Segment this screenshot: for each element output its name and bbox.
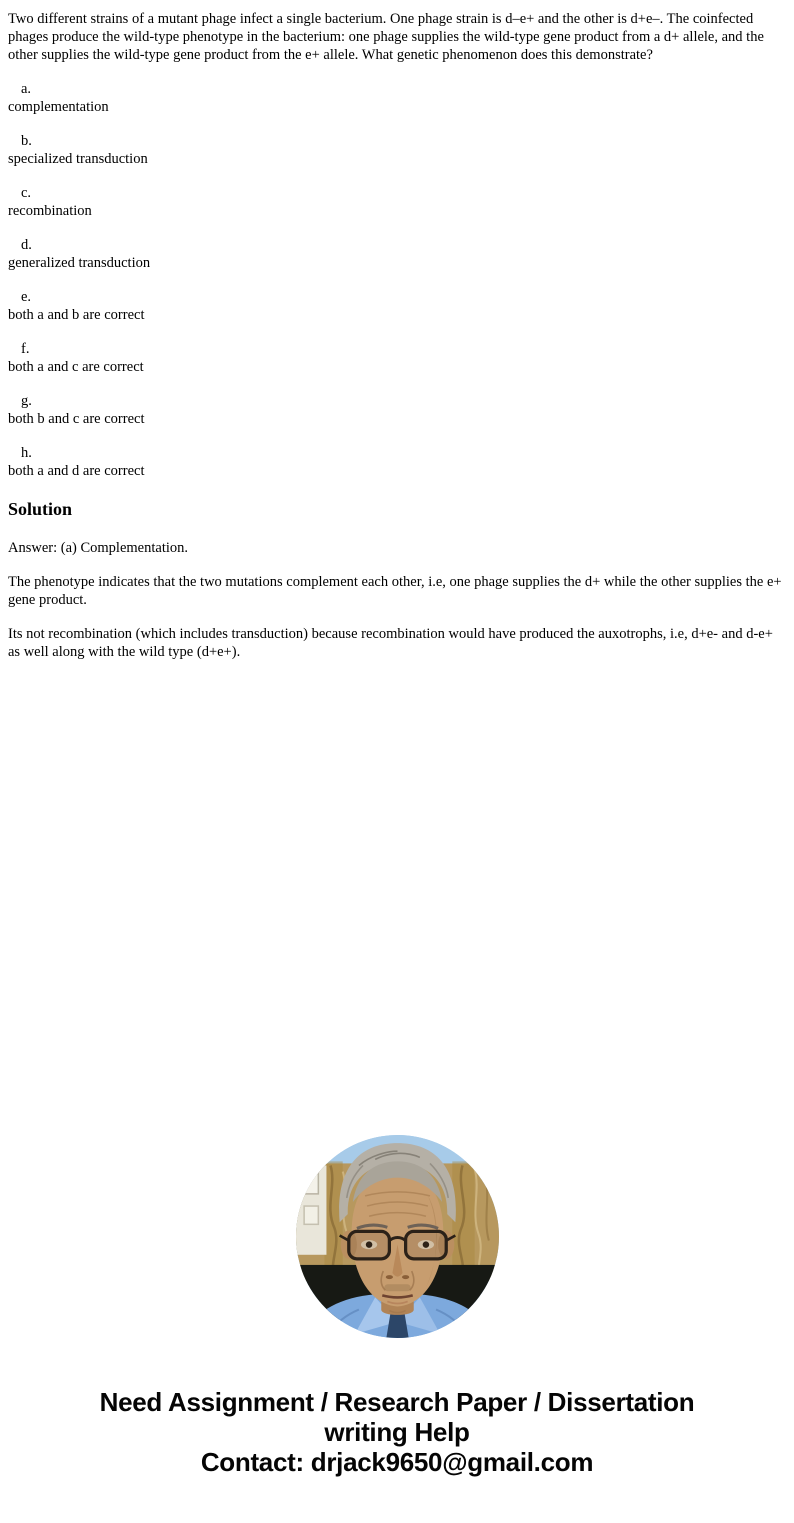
option-h <box>8 444 786 480</box>
option-g-letter: g. <box>21 393 32 409</box>
tutor-avatar <box>296 1135 499 1338</box>
footer-contact-block <box>8 1387 786 1477</box>
footer-help-line-2: writing Help <box>324 1417 470 1447</box>
option-f-label: both a and c are correct <box>8 359 144 375</box>
option-d-label: generalized transduction <box>8 255 151 271</box>
option-c-letter: c. <box>21 185 32 201</box>
photo-wall-panel <box>296 1165 326 1254</box>
option-e <box>8 288 786 324</box>
option-g <box>8 392 786 428</box>
option-f-letter: f. <box>21 341 30 357</box>
option-a-letter: a. <box>21 81 32 97</box>
solution-answer: Answer: (a) Complementation. <box>8 540 188 556</box>
option-c <box>8 184 786 220</box>
solution-explanation-2: Its not recombination (which includes transduction) because recombination would have produced the auxotrophs, i.e, d+e- and d-e+ as well along with the wild type (d+e+). <box>8 626 773 660</box>
option-f <box>8 340 786 376</box>
option-b-label: specialized transduction <box>8 151 148 167</box>
option-h-label: both a and d are correct <box>8 463 145 479</box>
option-a-label: complementation <box>8 99 109 115</box>
option-e-label: both a and b are correct <box>8 307 145 323</box>
option-b <box>8 132 786 168</box>
solution-heading: Solution <box>8 499 73 519</box>
option-g-label: both b and c are correct <box>8 411 145 427</box>
question-text: Two different strains of a mutant phage infect a single bacterium. One phage strain is d–e+ and the other is d+e–. The coinfected phages produce the wild-type phenotype in the bacterium: one phage supplies the wild-type gene product from a d+ allele, and the other supplies the wild-type gene product from the e+ allele. What genetic phenomenon does this demonstrate? <box>8 11 764 63</box>
option-d <box>8 236 786 272</box>
footer-help-line-1: Need Assignment / Research Paper / Dissertation <box>99 1387 695 1417</box>
option-h-letter: h. <box>21 445 32 461</box>
option-a <box>8 80 786 116</box>
option-b-letter: b. <box>21 133 32 149</box>
footer-contact-line: Contact: drjack9650@gmail.com <box>200 1447 594 1477</box>
option-d-letter: d. <box>21 237 32 253</box>
solution-explanation-1: The phenotype indicates that the two mutations complement each other, i.e, one phage supplies the d+ while the other supplies the e+ gene product. <box>8 574 782 608</box>
option-c-label: recombination <box>8 203 92 219</box>
tutor-photo-svg <box>296 1135 499 1338</box>
option-e-letter: e. <box>21 289 32 305</box>
